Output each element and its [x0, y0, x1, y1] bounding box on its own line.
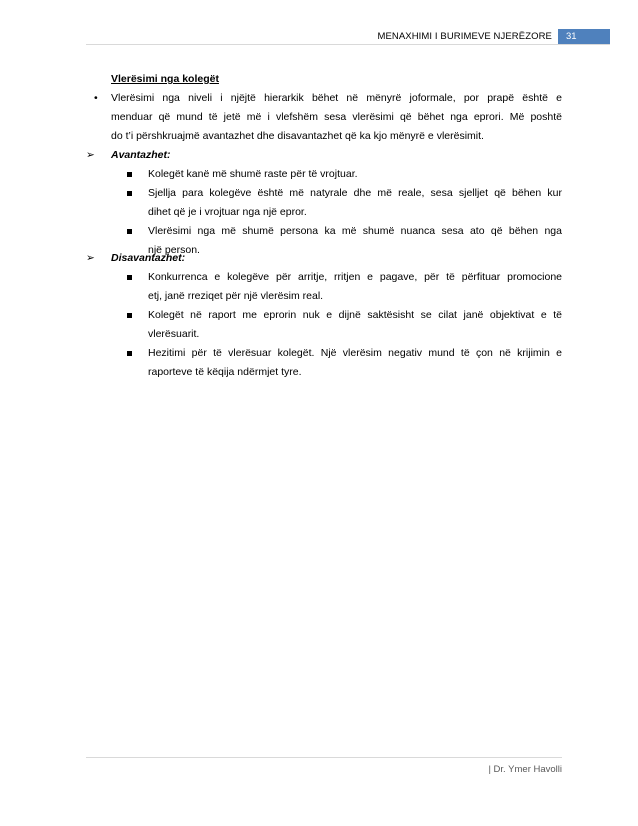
header-rule: [86, 44, 610, 45]
text-line: raporteve të këqija ndërmjet tyre.: [148, 366, 302, 378]
text-line: Konkurrenca e kolegëve për arritje, rritjen e pagave, për të përfituar promocione: [148, 271, 562, 283]
advantage-item: [127, 222, 562, 260]
intro-bullet-text: [111, 89, 562, 146]
text-line: etj, janë rreziqet për një vlerësim real.: [148, 290, 324, 302]
text-line: menduar që mund të jetë më i vlefshëm sesa vlerësimi që bëhet nga eprori. Më poshtë: [111, 111, 562, 123]
square-bullet-icon: [127, 229, 132, 234]
text-line: Kolegët në raport me eprorin nuk e dijnë saktësisht se cilat janë objektivat e të: [148, 309, 562, 321]
bullet-dot-icon: •: [94, 92, 98, 104]
advantages-heading: [86, 146, 171, 165]
advantage-item: [127, 165, 562, 184]
text-line: Kolegët kanë më shumë raste për të vrojtuar.: [148, 168, 358, 180]
square-bullet-icon: [127, 191, 132, 196]
disadvantage-item: [127, 306, 562, 344]
text-line: Sjellja para kolegëve është më natyrale dhe më reale, sesa sjelljet që bëhen kur: [148, 187, 562, 199]
text-line: një person.: [148, 244, 200, 256]
text-line: Vlerësimi nga niveli i njëjtë hierarkik bëhet në mënyrë joformale, por prapë është e: [111, 92, 562, 104]
square-bullet-icon: [127, 172, 132, 177]
arrow-bullet-icon: ➢: [86, 149, 95, 161]
intro-bullet: [86, 89, 562, 146]
square-bullet-icon: [127, 313, 132, 318]
text-line: do t’i përshkruajmë avantazhet dhe disavantazhet që ka kjo mënyrë e vlerësimit.: [111, 130, 484, 142]
section-title: Vlerësimi nga kolegët: [111, 73, 219, 85]
disadvantage-item: [127, 268, 562, 306]
disadvantage-item: [127, 344, 562, 382]
square-bullet-icon: [127, 351, 132, 356]
text-line: Hezitimi për të vlerësuar kolegët. Një vlerësim negativ mund të çon në krijimin e: [148, 347, 562, 359]
footer-rule: [86, 757, 562, 758]
disadvantages-heading: [86, 249, 185, 268]
disadvantages-label: Disavantazhet:: [111, 252, 186, 264]
page-number-badge: 31: [558, 29, 610, 44]
footer-author: Dr. Ymer Havolli: [493, 764, 562, 775]
square-bullet-icon: [127, 275, 132, 280]
advantage-item: [127, 184, 562, 222]
header-title: MENAXHIMI I BURIMEVE NJERËZORE: [377, 31, 552, 42]
footer-text: [488, 764, 562, 775]
arrow-bullet-icon: ➢: [86, 252, 95, 264]
footer-separator: |: [488, 764, 491, 775]
advantages-label: Avantazhet:: [111, 149, 171, 161]
text-line: vlerësuarit.: [148, 328, 200, 340]
text-line: Vlerësimi nga më shumë persona ka më shumë nuanca sesa ato që bëhen nga: [148, 225, 562, 237]
text-line: dihet që je i vrojtuar nga një epror.: [148, 206, 307, 218]
